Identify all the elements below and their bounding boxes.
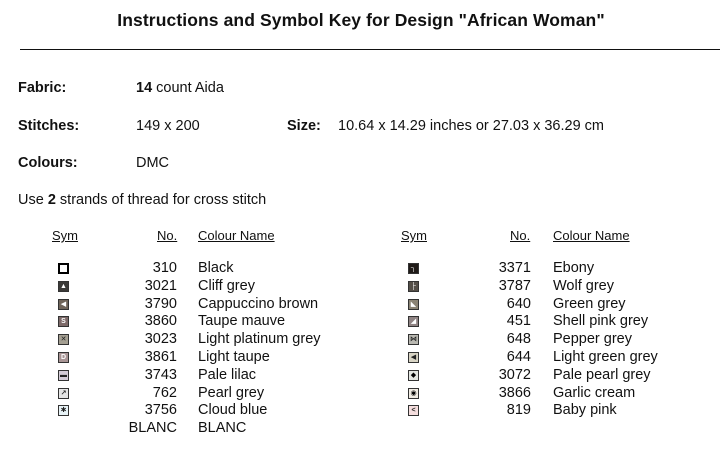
left-header-no: No.	[157, 228, 178, 243]
right-colour-name: Green grey	[553, 295, 626, 312]
page-title: Instructions and Symbol Key for Design "African Woman"	[117, 10, 605, 30]
stitches-label: Stitches:	[18, 118, 80, 134]
left-colour-number: 3756	[144, 402, 177, 419]
open-square-icon	[58, 263, 69, 274]
right-colour-name: Pale pearl grey	[553, 366, 651, 383]
less-than-icon: <	[408, 405, 419, 416]
stitches-value: 149 x 200	[136, 118, 200, 134]
bowtie-icon: ⋈	[410, 336, 417, 344]
left-colour-number: 3860	[144, 313, 177, 330]
left-colour-number: 3743	[144, 366, 177, 383]
right-colour-number: 3866	[498, 384, 531, 401]
left-colour-name: Taupe mauve	[198, 313, 286, 330]
left-colour-number: 3023	[144, 331, 177, 348]
size-label: Size:	[287, 118, 321, 134]
fabric-label: Fabric:	[18, 80, 67, 96]
tee-icon: ├	[408, 281, 419, 292]
star-icon: ✱	[58, 405, 69, 416]
x-mark-icon: ✕	[58, 334, 69, 345]
right-colour-name: Shell pink grey	[553, 313, 649, 330]
right-colour-name: Ebony	[553, 260, 595, 276]
corner-icon: ┐	[408, 263, 419, 274]
left-colour-name: Cappuccino brown	[198, 295, 319, 312]
colours-label: Colours:	[18, 155, 78, 171]
circle-icon: ◉	[408, 388, 419, 399]
right-colour-number: 3787	[498, 277, 531, 294]
blank-icon	[58, 423, 69, 434]
size-value: 10.64 x 14.29 inches or 27.03 x 36.29 cm	[338, 118, 605, 134]
letter-s-icon: S	[58, 316, 69, 327]
left-header-name: Colour Name	[198, 228, 275, 243]
title-divider	[20, 49, 720, 50]
diamond-icon: ◆	[408, 370, 419, 381]
right-colour-number: 451	[506, 313, 531, 330]
left-colour-name: BLANC	[198, 420, 247, 437]
diagonal-icon: ↗	[58, 388, 69, 399]
left-colour-number: 3021	[144, 277, 177, 294]
bar-icon: ▬	[60, 371, 67, 379]
left-colour-name: Light platinum grey	[198, 331, 321, 348]
right-colour-number: 819	[506, 402, 531, 419]
left-arrow-icon: ◀	[58, 299, 69, 310]
right-colour-number: 644	[506, 349, 531, 365]
right-header-no: No.	[510, 228, 531, 243]
right-colour-number: 648	[506, 331, 531, 348]
right-colour-name: Wolf grey	[553, 277, 614, 294]
fabric-count: 14	[136, 80, 153, 96]
left-colour-number: 3861	[144, 349, 177, 365]
up-arrow-icon: ▲	[58, 281, 69, 292]
left-colour-name: Cloud blue	[198, 402, 268, 419]
right-colour-name: Garlic cream	[553, 384, 636, 401]
right-colour-name: Pepper grey	[553, 331, 632, 348]
strands-instruction	[18, 192, 266, 208]
strands-pre: Use	[18, 192, 48, 208]
letter-d-icon: D	[58, 352, 69, 363]
slash-icon: ◢	[408, 316, 419, 327]
fabric-value	[136, 80, 224, 96]
right-colour-number: 640	[506, 295, 531, 312]
right-colour-number: 3371	[498, 260, 531, 276]
left-colour-name: Black	[198, 260, 234, 276]
left-colour-number: 3790	[144, 295, 177, 312]
colours-value: DMC	[136, 155, 170, 171]
right-header-sym: Sym	[401, 228, 427, 243]
left-colour-name: Pale lilac	[198, 366, 257, 383]
right-colour-number: 3072	[498, 366, 531, 383]
right-header-name: Colour Name	[553, 228, 630, 243]
left-header-sym: Sym	[52, 228, 78, 243]
left-colour-name: Pearl grey	[198, 384, 265, 401]
right-colour-name: Light green grey	[553, 349, 658, 365]
triangle-icon: ◣	[408, 299, 419, 310]
left-colour-number: 310	[152, 260, 177, 276]
strands-post: strands of thread for cross stitch	[55, 192, 267, 208]
left-colour-number: 762	[152, 384, 177, 401]
left-colour-number: BLANC	[128, 420, 177, 437]
fabric-type: count Aida	[152, 80, 224, 96]
right-colour-name: Baby pink	[553, 402, 617, 419]
left-colour-name: Light taupe	[198, 349, 270, 365]
strands-count: 2	[47, 192, 56, 208]
left-box-icon: ◀	[408, 352, 419, 363]
left-colour-name: Cliff grey	[198, 277, 255, 294]
